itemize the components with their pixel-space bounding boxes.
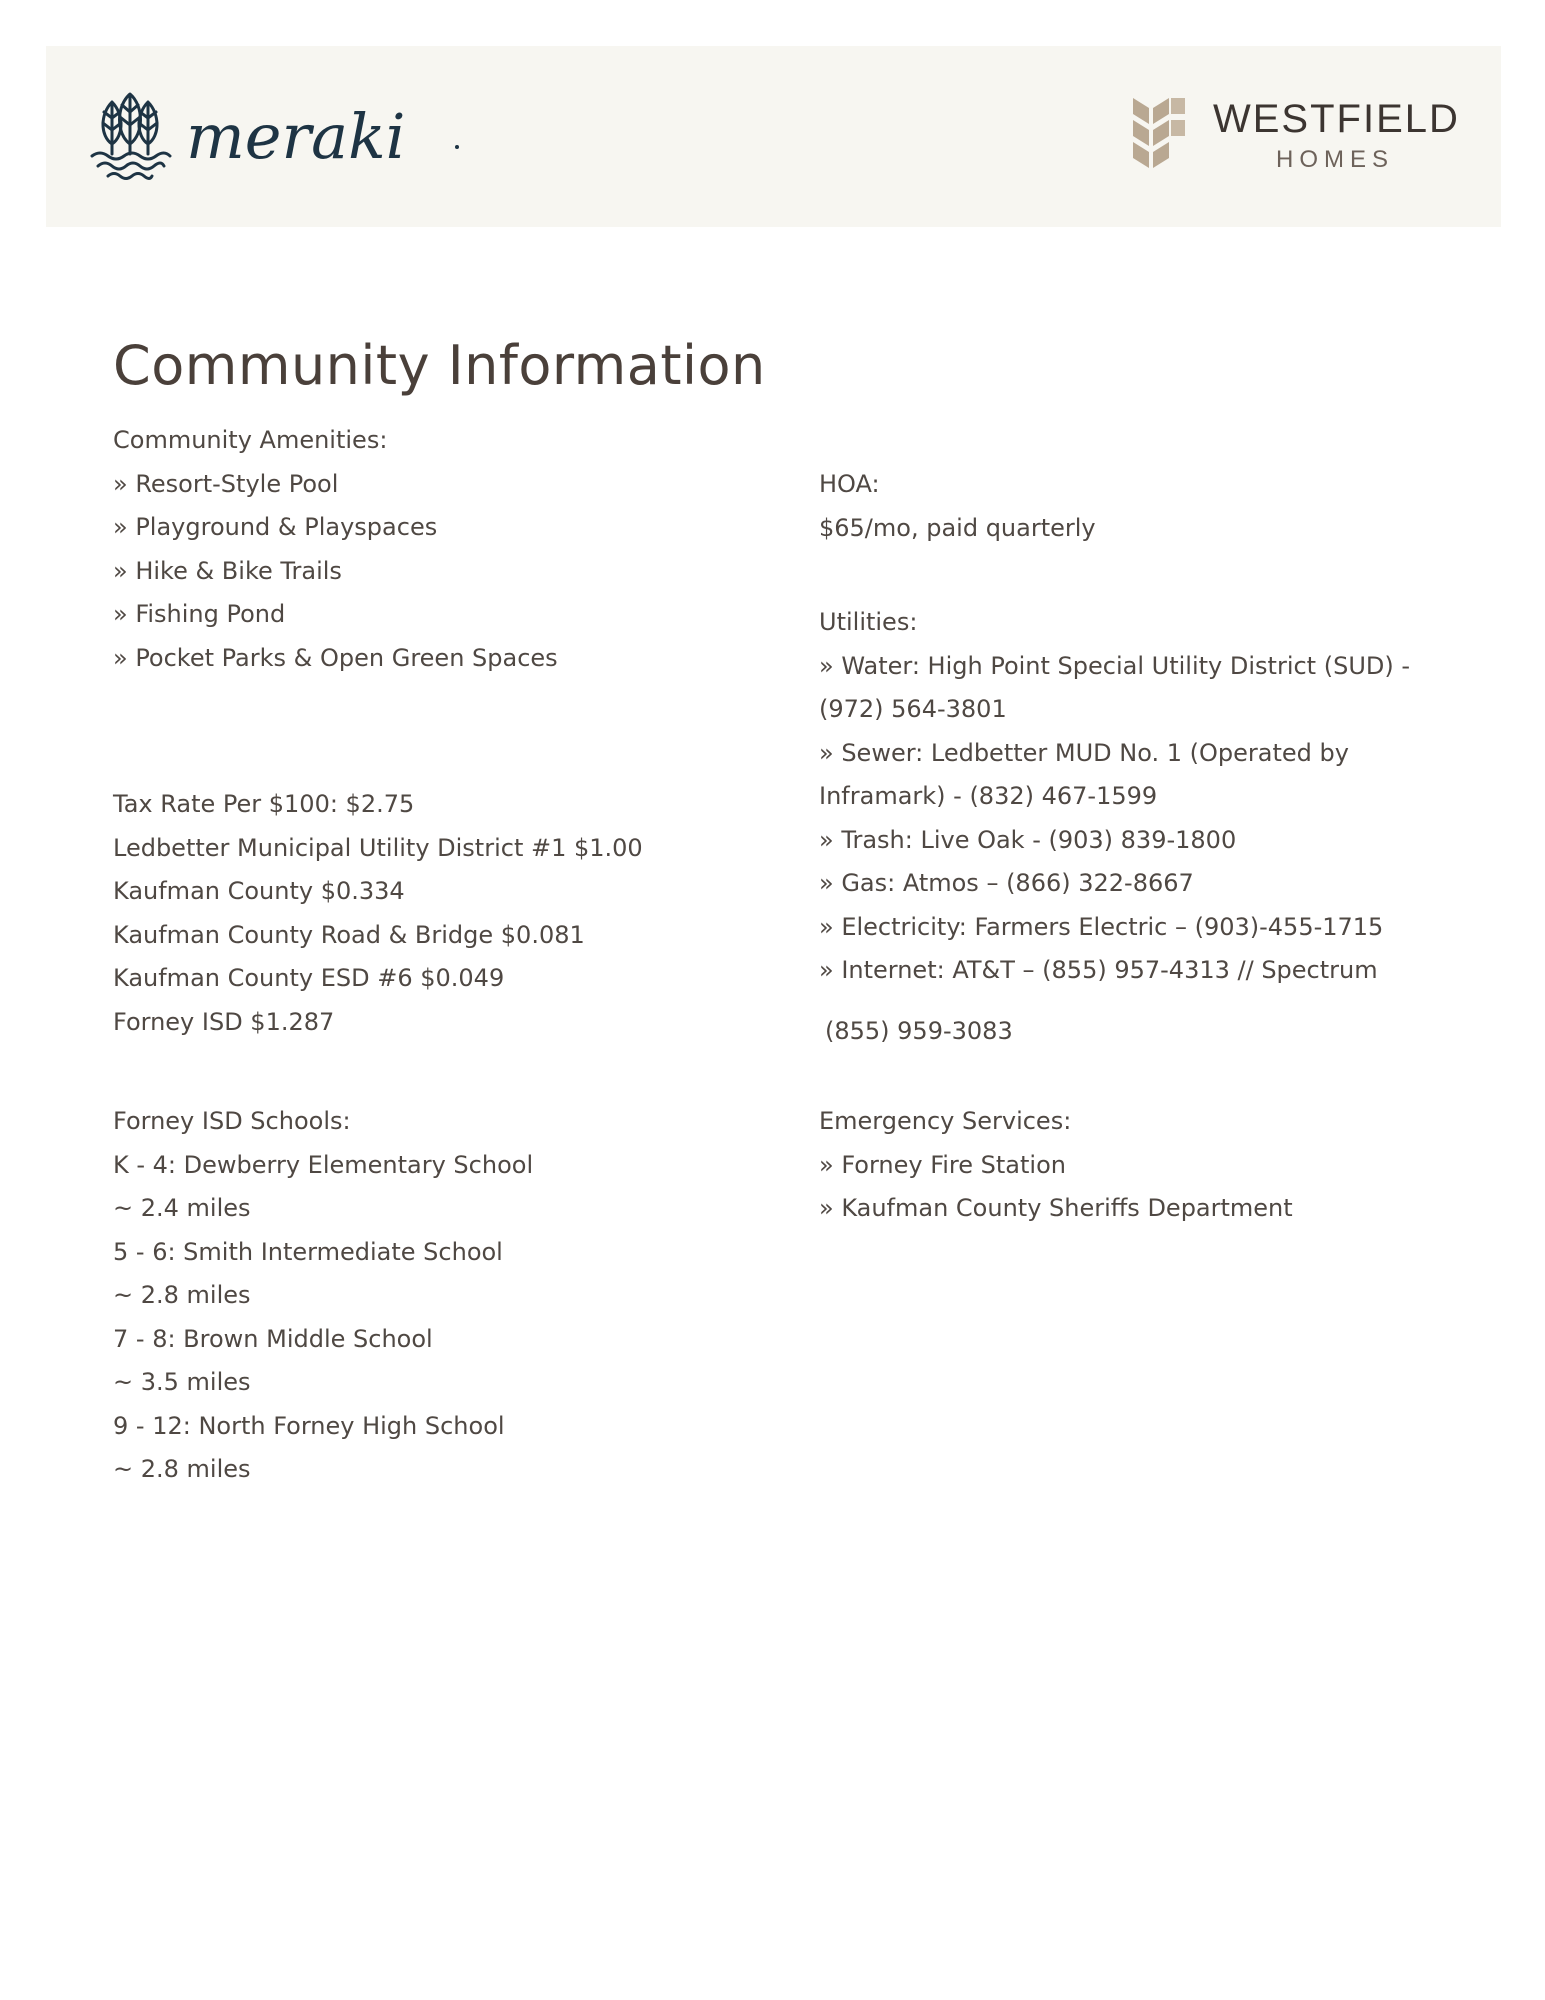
list-item: 7 - 8: Brown Middle School (113, 1324, 433, 1353)
tax-section (113, 783, 643, 1044)
registered-mark (455, 145, 459, 149)
utilities-heading: Utilities: (819, 608, 918, 636)
list-item: » Hike & Bike Trails (113, 556, 342, 585)
list-item: » Electricity: Farmers Electric – (903)-455-1715 (819, 912, 1384, 941)
hoa-value: $65/mo, paid quarterly (819, 513, 1096, 542)
utilities-section (819, 601, 1410, 993)
tax-heading: Tax Rate Per $100: $2.75 (113, 790, 415, 818)
header-banner (46, 46, 1501, 227)
list-item: Kaufman County $0.334 (113, 877, 405, 905)
list-item: Forney ISD $1.287 (113, 1007, 335, 1036)
westfield-wordmark: WESTFIELD (1213, 97, 1460, 141)
list-item: » Fishing Pond (113, 600, 286, 628)
list-item: K - 4: Dewberry Elementary School (113, 1150, 534, 1179)
list-item: » Resort-Style Pool (113, 469, 339, 498)
homes-wordmark: HOMES (1276, 146, 1395, 173)
trees-over-water-icon (92, 94, 170, 179)
list-item: » Water: High Point Special Utility District (SUD) - (819, 651, 1411, 680)
list-item: ~ 2.4 miles (113, 1194, 251, 1222)
list-item: Ledbetter Municipal Utility District #1 $1.00 (113, 833, 643, 862)
list-item: » Playground & Playspaces (113, 513, 438, 541)
list-item: Kaufman County Road & Bridge $0.081 (113, 920, 585, 949)
list-item: » Trash: Live Oak - (903) 839-1800 (819, 825, 1237, 854)
list-item: (972) 564-3801 (819, 695, 1007, 723)
meraki-wordmark: meraki (186, 100, 406, 173)
hoa-section (819, 463, 1096, 550)
hoa-heading: HOA: (819, 470, 880, 498)
list-item: » Forney Fire Station (819, 1150, 1066, 1179)
chevron-stack-icon (1133, 98, 1185, 168)
amenities-section (113, 419, 558, 680)
utilities-continuation (825, 1010, 1013, 1054)
list-item: » Kaufman County Sheriffs Department (819, 1194, 1293, 1222)
list-item: ~ 3.5 miles (113, 1368, 251, 1396)
list-item: » Sewer: Ledbetter MUD No. 1 (Operated by (819, 738, 1349, 767)
list-item: Kaufman County ESD #6 $0.049 (113, 964, 505, 992)
list-item: ~ 2.8 miles (113, 1455, 251, 1483)
amenities-heading: Community Amenities: (113, 426, 388, 454)
list-item: 9 - 12: North Forney High School (113, 1411, 505, 1440)
emergency-section (819, 1100, 1293, 1231)
schools-heading: Forney ISD Schools: (113, 1107, 351, 1135)
emergency-heading: Emergency Services: (819, 1107, 1072, 1135)
spectrum-phone: (855) 959-3083 (825, 1017, 1013, 1045)
meraki-logo (90, 92, 470, 182)
list-item: Inframark) - (832) 467-1599 (819, 782, 1158, 810)
westfield-homes-logo (1131, 96, 1461, 176)
list-item: » Internet: AT&T – (855) 957-4313 // Spectrum (819, 956, 1378, 984)
list-item: 5 - 6: Smith Intermediate School (113, 1237, 503, 1266)
page-title: Community Information (113, 334, 766, 397)
schools-section (113, 1100, 533, 1492)
list-item: ~ 2.8 miles (113, 1281, 251, 1309)
list-item: » Gas: Atmos – (866) 322-8667 (819, 869, 1194, 897)
list-item: » Pocket Parks & Open Green Spaces (113, 643, 558, 672)
